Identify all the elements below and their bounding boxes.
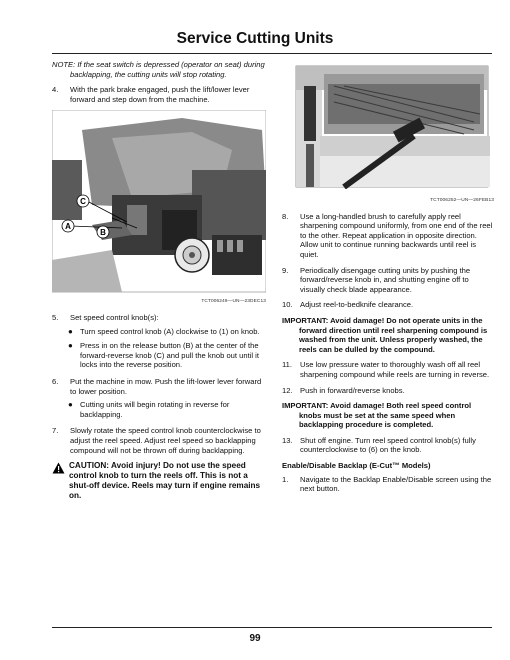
step-10	[282, 300, 494, 310]
caution-text: CAUTION: Avoid injury! Do not use the speed control knob to turn the reels off. This is not a shut-off device. Reels may turn if engine remains on.	[69, 461, 261, 501]
figure-label-a: A	[65, 222, 71, 232]
important-notice: IMPORTANT: Avoid damage! Do not operate units in the forward direction until reel sharpening compound is washed from the unit. Unless properly washed, the reels can be dulled by the compound.	[282, 315, 488, 354]
note-text: NOTE: If the seat switch is depressed (operator on seat) during backlapping, the cutting units will stop rotating.	[52, 60, 265, 79]
bullet-item	[52, 327, 266, 337]
step-text: Periodically disengage cutting units by pushing the forward/reverse knob in, and shutting engine off to visually check blade appearance.	[300, 265, 471, 294]
step-number: 6.	[52, 376, 59, 386]
bullet-item	[52, 341, 266, 370]
step-text: Set speed control knob(s):	[70, 312, 159, 322]
page-number: 99	[249, 633, 261, 644]
backlap-brush-photo	[294, 64, 490, 189]
step-13	[282, 436, 494, 455]
bullet-icon: ●	[68, 400, 73, 410]
bullet-icon: ●	[68, 326, 73, 336]
speed-knob-photo	[52, 110, 266, 295]
figure-caption: TCT006252—UN—26FEB13	[430, 198, 494, 203]
step-text: Slowly rotate the speed control knob counterclockwise to adjust the reel speed. Adjust reel speed so backlapping compound will not be thrown off during backlapping.	[70, 426, 261, 455]
important-notice: IMPORTANT: Avoid damage! Both reel speed control knobs must be set at the same speed when backlapping procedure is completed.	[282, 401, 472, 430]
step-number: 12.	[282, 385, 293, 395]
step-text: Use a long-handled brush to carefully apply reel sharpening compound uniformly, from one end of the reel to the other. Repeat application in opposite direction. Allow unit to continue running backwards until reel is quiet.	[300, 211, 493, 259]
step-text: Push in forward/reverse knobs.	[300, 385, 405, 395]
step-8	[282, 212, 494, 260]
figure-caption: TCT006249—UN—23DEC13	[201, 299, 266, 305]
figure-label-c: C	[80, 197, 86, 207]
step-4	[52, 85, 266, 104]
caution-block	[52, 461, 266, 501]
step-number: 9.	[282, 265, 289, 275]
bullet-text: Cutting units will begin rotating in reverse for backlapping.	[80, 400, 230, 419]
bullet-text: Press in on the release button (B) at the center of the forward-reverse knob (C) and pull the knob out until it locks into the reverse position.	[80, 341, 259, 370]
step-text: Shut off engine. Turn reel speed control knob(s) fully counterclockwise to (6) on the knob.	[300, 435, 476, 455]
step-7	[52, 426, 266, 455]
step-text: Use low pressure water to thoroughly wash off all reel sharpening compound while reels are turning in reverse.	[300, 360, 490, 379]
footer-rule	[52, 627, 492, 628]
step-text: With the park brake engaged, push the lift/lower lever forward and step down from the machine.	[70, 85, 250, 104]
step-text: Navigate to the Backlap Enable/Disable screen using the next button.	[300, 474, 492, 494]
step-6	[52, 377, 266, 396]
step-number: 5.	[52, 312, 59, 322]
step-number: 8.	[282, 211, 289, 221]
step-number: 4.	[52, 85, 59, 95]
page-title: Service Cutting Units	[176, 30, 334, 47]
step-5	[52, 313, 266, 323]
step-number: 7.	[52, 426, 59, 436]
subheading: Enable/Disable Backlap (E-Cut™ Models)	[282, 461, 431, 471]
sub-step-1	[282, 475, 494, 494]
step-text: Put the machine in mow. Push the lift-lower lever forward to lower position.	[70, 376, 262, 396]
step-number: 13.	[282, 435, 293, 445]
step-12	[282, 386, 494, 396]
step-9	[282, 266, 494, 295]
step-number: 10.	[282, 300, 293, 310]
step-text: Adjust reel-to-bedknife clearance.	[300, 300, 414, 310]
step-number: 1.	[282, 474, 289, 484]
header-rule	[52, 53, 492, 54]
warning-triangle-icon	[52, 462, 65, 477]
bullet-icon: ●	[68, 341, 73, 351]
figure-label-b: B	[100, 228, 106, 238]
bullet-item	[52, 400, 266, 419]
bullet-text: Turn speed control knob (A) clockwise to (1) on knob.	[80, 326, 260, 336]
step-number: 11.	[282, 360, 292, 370]
step-11	[282, 360, 494, 379]
